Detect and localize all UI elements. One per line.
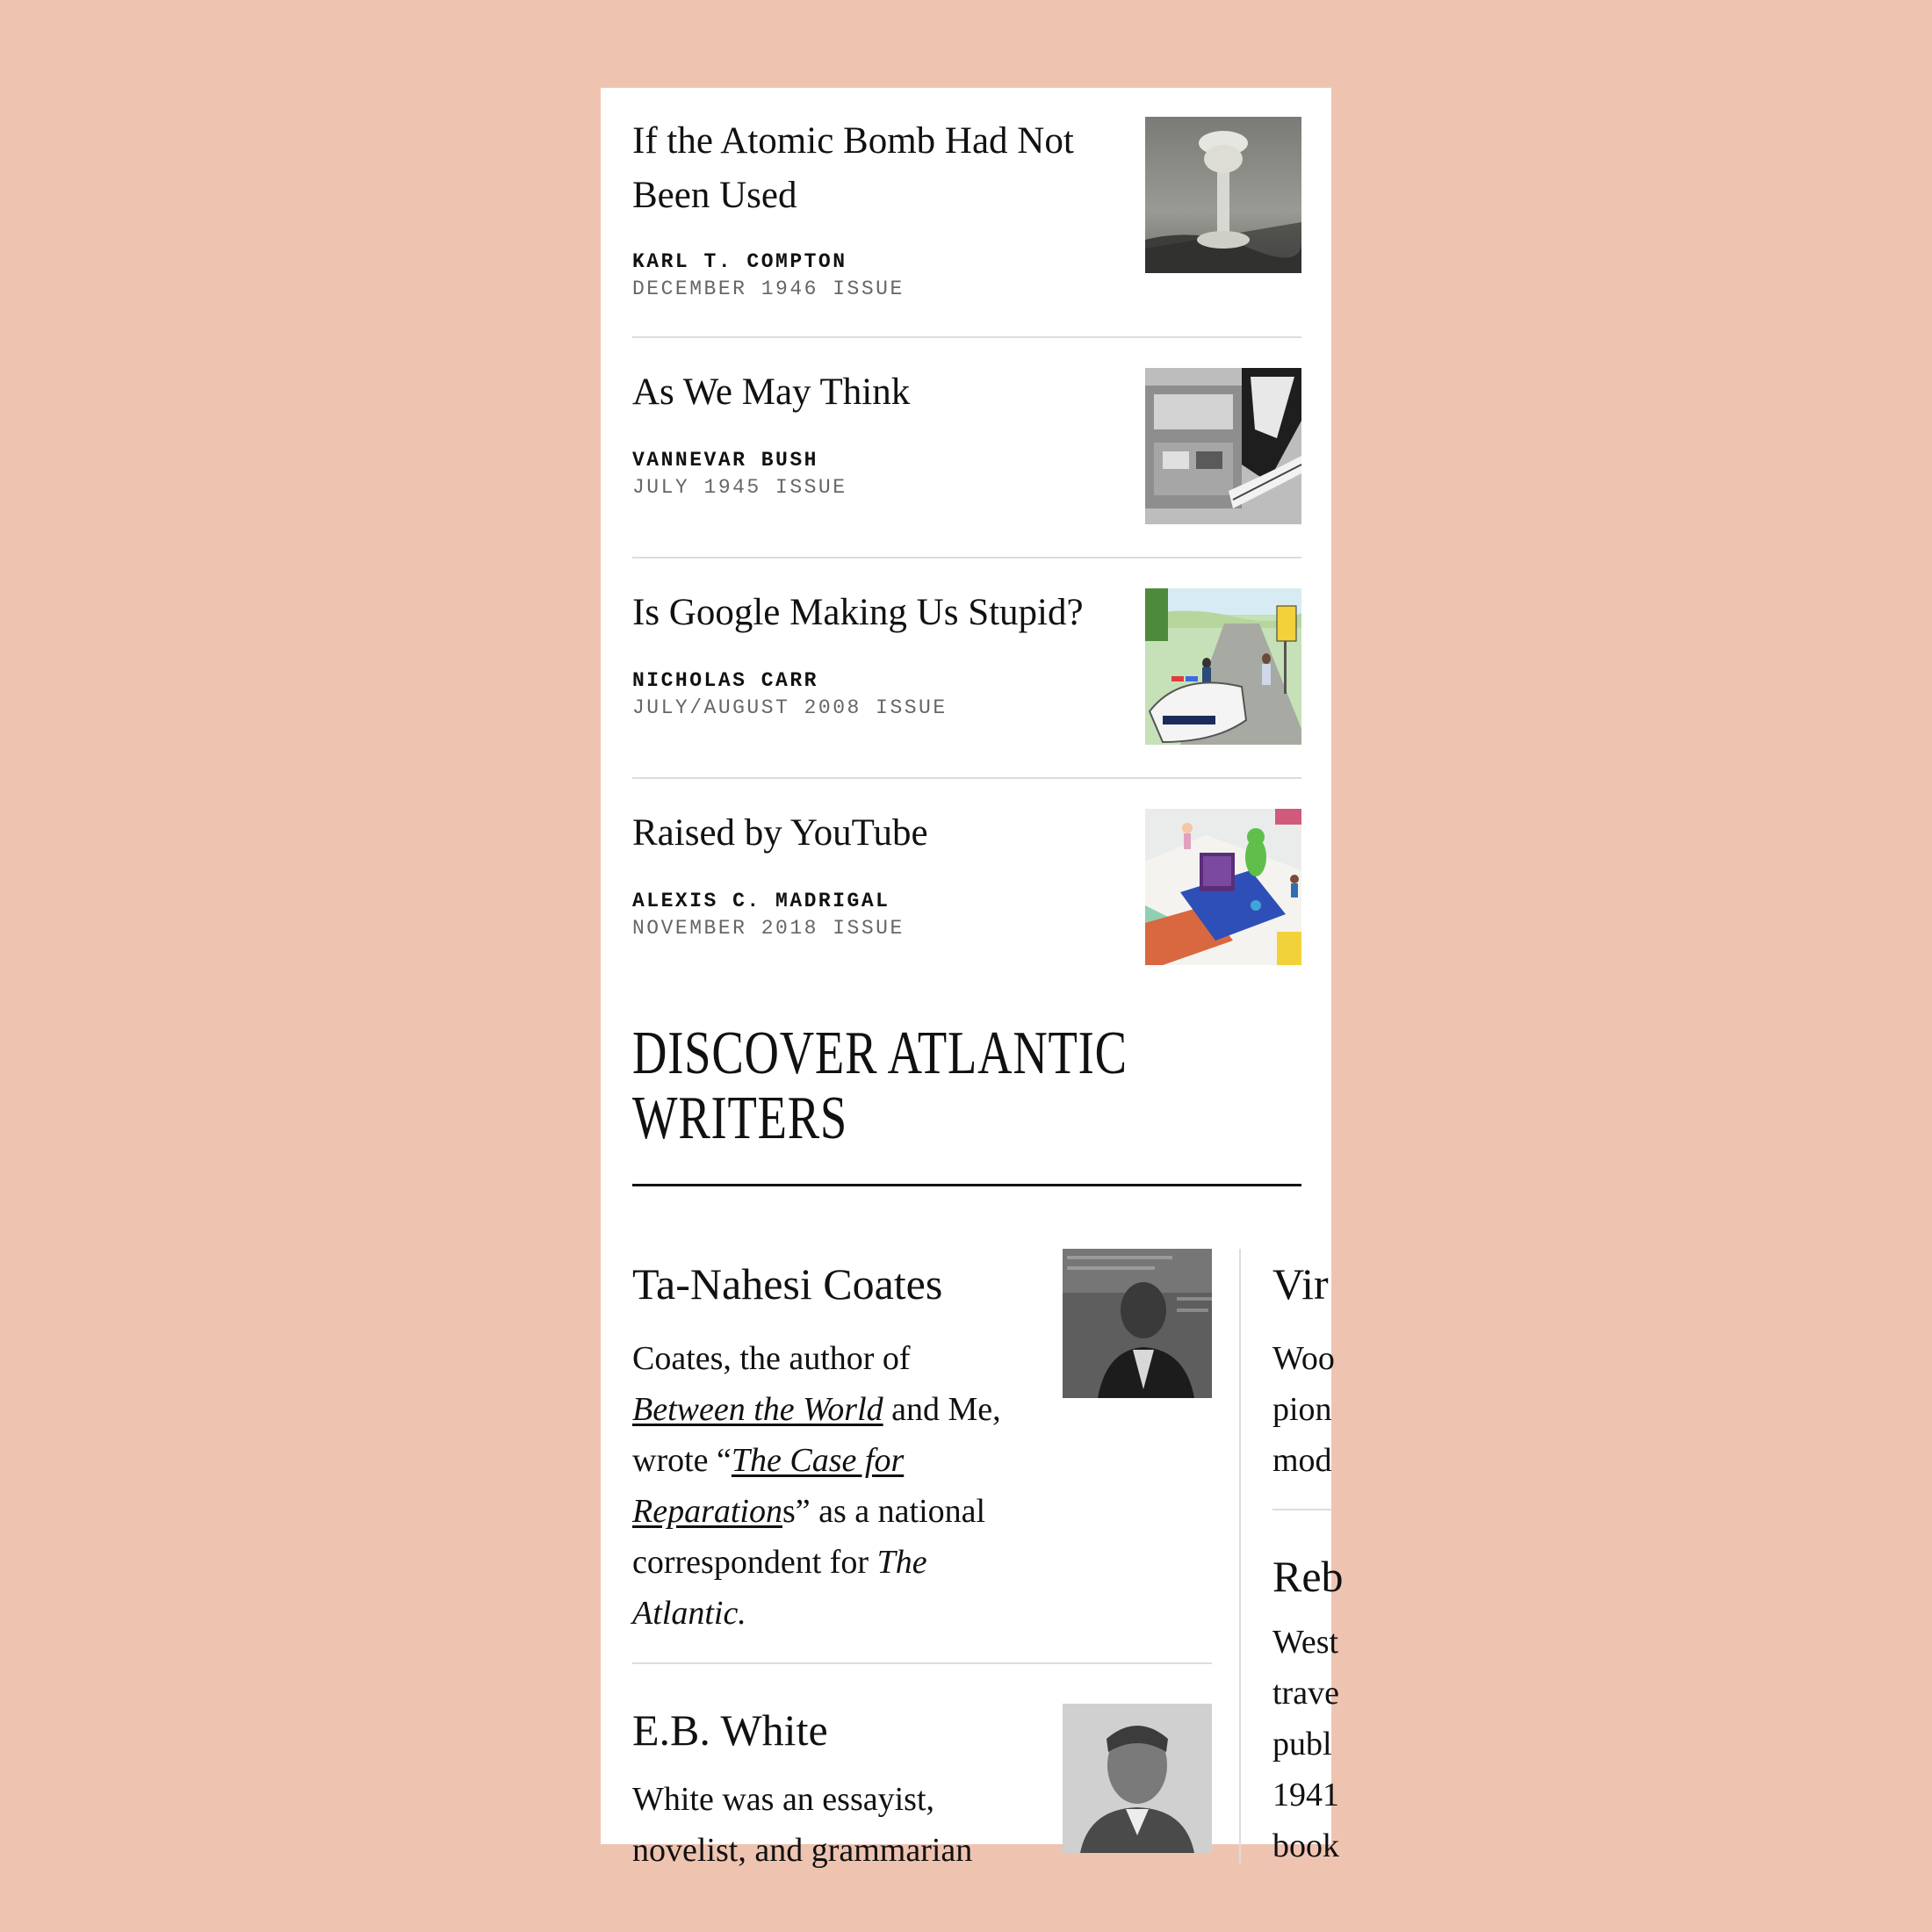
content-column [632, 88, 1301, 981]
writer-photo [1063, 1704, 1212, 1853]
bio-text: 1941 [1272, 1777, 1339, 1813]
bio-text: White was an essayist, [632, 1781, 935, 1818]
writer-card-next[interactable] [1272, 1550, 1344, 1871]
phone-screen [601, 88, 1344, 1869]
article-item[interactable] [632, 338, 1301, 559]
bio-text: mod [1272, 1442, 1332, 1479]
writer-photo [1063, 1249, 1212, 1398]
bio-text: Coates, the author of [632, 1340, 911, 1377]
article-author[interactable]: NICHOLAS CARR [632, 669, 818, 692]
article-thumbnail[interactable] [1145, 588, 1301, 745]
bio-text: Woo [1272, 1340, 1335, 1377]
writer-bio [1272, 1333, 1335, 1486]
book-link[interactable]: Between the World [632, 1391, 883, 1428]
article-link[interactable]: Reparation [632, 1493, 782, 1530]
article-title[interactable]: Is Google Making Us Stupid? [632, 592, 1084, 633]
writer-name[interactable]: E.B. White [632, 1705, 828, 1755]
bio-text: pion [1272, 1391, 1332, 1428]
writer-name[interactable]: Reb [1272, 1552, 1344, 1601]
bio-text: West [1272, 1624, 1339, 1661]
article-issue[interactable]: JULY 1945 ISSUE [632, 476, 847, 499]
bio-text: and Me, [883, 1391, 1001, 1428]
writer-card[interactable] [632, 1704, 1212, 1879]
bio-text: novelist, and grammarian [632, 1832, 973, 1869]
article-author[interactable]: ALEXIS C. MADRIGAL [632, 890, 890, 912]
section-rule [632, 1184, 1301, 1186]
article-author[interactable]: VANNEVAR BUSH [632, 449, 818, 472]
article-issue[interactable]: JULY/AUGUST 2008 ISSUE [632, 696, 948, 719]
bio-text: trave [1272, 1675, 1339, 1712]
writer-card[interactable] [632, 1245, 1212, 1684]
publication-name: The [876, 1544, 927, 1581]
article-title[interactable]: If the Atomic Bomb Had Not Been Used [632, 120, 1074, 216]
writer-bio [1272, 1617, 1339, 1871]
section-title-line: DISCOVER ATLANTIC [632, 1020, 1128, 1087]
bio-text: correspondent for [632, 1544, 877, 1581]
article-author[interactable]: KARL T. COMPTON [632, 250, 847, 273]
writer-bio [632, 1774, 1019, 1876]
bio-text: publ [1272, 1726, 1332, 1763]
writer-name[interactable]: Ta-Nahesi Coates [632, 1259, 943, 1308]
article-thumbnail[interactable] [1145, 368, 1301, 524]
column-separator [1239, 1249, 1241, 1864]
article-item[interactable] [632, 88, 1301, 338]
article-link[interactable]: The Case for [731, 1442, 905, 1479]
article-issue[interactable]: NOVEMBER 2018 ISSUE [632, 917, 905, 940]
bio-text: wrote “ [632, 1442, 732, 1479]
bio-text: s” as a national [782, 1493, 986, 1530]
section-title [632, 1021, 1128, 1151]
publication-name: Atlantic. [632, 1595, 746, 1632]
article-title[interactable]: As We May Think [632, 371, 911, 413]
bio-text: book [1272, 1827, 1339, 1864]
writer-bio [632, 1333, 1019, 1639]
writer-card-next[interactable] [1272, 1258, 1335, 1486]
section-title-line: WRITERS [632, 1085, 848, 1152]
article-thumbnail[interactable] [1145, 117, 1301, 273]
writer-name[interactable]: Vir [1272, 1259, 1329, 1308]
article-thumbnail[interactable] [1145, 809, 1301, 965]
writer-divider [1272, 1509, 1331, 1510]
article-item[interactable] [632, 559, 1301, 779]
writer-divider [632, 1662, 1212, 1664]
article-item[interactable] [632, 779, 1301, 981]
article-issue[interactable]: DECEMBER 1946 ISSUE [632, 278, 905, 300]
article-title[interactable]: Raised by YouTube [632, 812, 928, 854]
